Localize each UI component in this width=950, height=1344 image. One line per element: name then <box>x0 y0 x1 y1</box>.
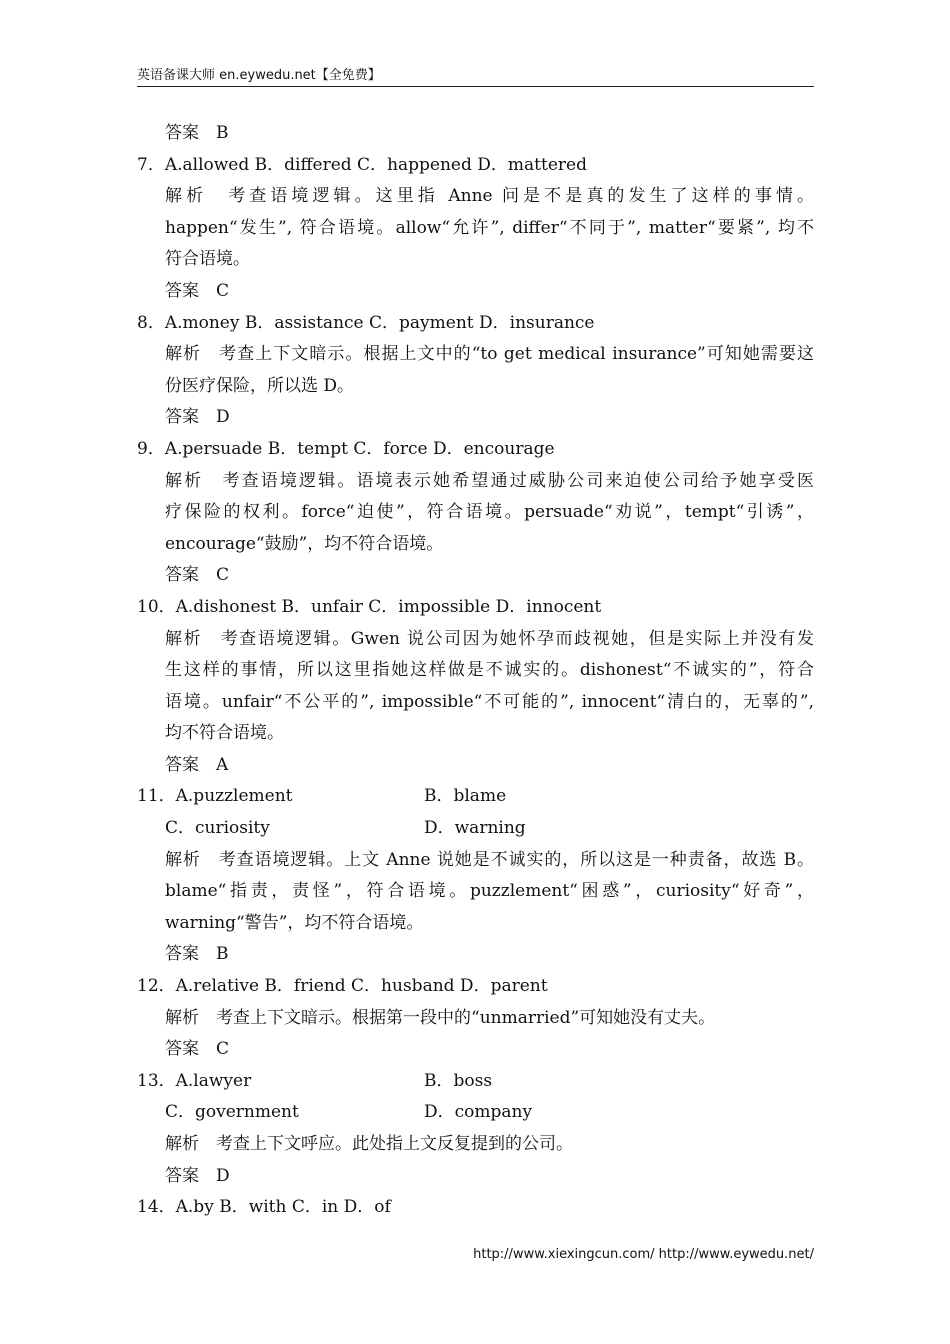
answer-line: 答案 B <box>165 944 229 965</box>
option-d: D．company <box>424 1102 533 1123</box>
question-7: 7．A.allowed B．differed C．happened D．mattered <box>137 154 587 175</box>
answer-line: 答案 D <box>165 407 230 428</box>
analysis-line: 疗保险的权利。force“迫使”，符合语境。persuade“劝说”，tempt“引诱”， <box>165 502 814 523</box>
question-11-options <box>137 813 814 845</box>
page-header: 英语备课大师 en.eywedu.net【全免费】 <box>137 64 814 87</box>
question-12: 12．A.relative B．friend C．husband D．parent <box>137 976 548 997</box>
analysis-line: 解析 考查上下文呼应。此处指上文反复提到的公司。 <box>165 1134 573 1154</box>
analysis-line: blame“指责，责怪”，符合语境。puzzlement“困惑”，curiosity“好奇”， <box>165 881 814 902</box>
page-footer: http://www.xiexingcun.com/ http://www.eywedu.net/ <box>473 1247 814 1262</box>
analysis-line: warning“警告”，均不符合语境。 <box>165 912 424 933</box>
analysis-line: 解析 考查语境逻辑。上文 Anne 说她是不诚实的，所以这是一种责备，故选 B。 <box>165 849 815 870</box>
question-13-options <box>137 1097 814 1129</box>
answer-line: 答案 B <box>165 123 229 143</box>
analysis-line: 解析 考查语境逻辑。Gwen 说公司因为她怀孕而歧视她，但是实际上并没有发 <box>165 628 814 649</box>
analysis-line: 语境。unfair“不公平的”, impossible“不可能的”, innocent“清白的，无辜的”, <box>165 691 814 712</box>
option-c: C．government <box>165 1102 299 1123</box>
answer-line: 答案 D <box>165 1165 230 1186</box>
question-13 <box>137 1066 814 1098</box>
option-c: C．curiosity <box>165 818 270 839</box>
option-a: 13．A.lawyer <box>137 1070 252 1091</box>
option-a: 11．A.puzzlement <box>137 786 293 807</box>
answer-line: 答案 C <box>165 280 230 301</box>
analysis-line: 生这样的事情，所以这里指她这样做是不诚实的。dishonest“不诚实的”，符合 <box>165 660 814 681</box>
analysis-line: 均不符合语境。 <box>165 723 284 744</box>
answer-line: 答案 A <box>165 754 229 775</box>
analysis-line: 解析 考查上下文暗示。根据上文中的“to get medical insurance”可知她需要这 <box>165 344 814 365</box>
answer-line: 答案 C <box>165 565 230 586</box>
analysis-line: 符合语境。 <box>165 249 250 270</box>
analysis-line: encourage“鼓励”，均不符合语境。 <box>165 533 444 554</box>
option-d: D．warning <box>424 818 526 839</box>
analysis-line: 份医疗保险，所以选 D。 <box>165 375 355 396</box>
analysis-line: 解析 考查语境逻辑。语境表示她希望通过威胁公司来迫使公司给予她享受医 <box>165 470 814 491</box>
analysis-line: happen“发生”, 符合语境。allow“允许”, differ“不同于”, matter“要紧”, 均不 <box>165 217 814 238</box>
analysis-line: 解析 考查语境逻辑。这里指 Anne 问是不是真的发生了这样的事情。 <box>165 186 814 207</box>
question-14: 14．A.by B．with C．in D．of <box>137 1197 391 1218</box>
question-9: 9．A.persuade B．tempt C．force D．encourage <box>137 438 555 459</box>
question-10: 10．A.dishonest B．unfair C．impossible D．innocent <box>137 596 602 617</box>
answer-line: 答案 C <box>165 1039 230 1060</box>
option-b: B．boss <box>424 1070 493 1091</box>
document-body <box>137 118 814 1224</box>
question-8: 8．A.money B．assistance C．payment D．insurance <box>137 312 595 333</box>
question-11 <box>137 781 814 813</box>
option-b: B．blame <box>424 786 507 807</box>
analysis-line: 解析 考查上下文暗示。根据第一段中的“unmarried”可知她没有丈夫。 <box>165 1007 716 1028</box>
